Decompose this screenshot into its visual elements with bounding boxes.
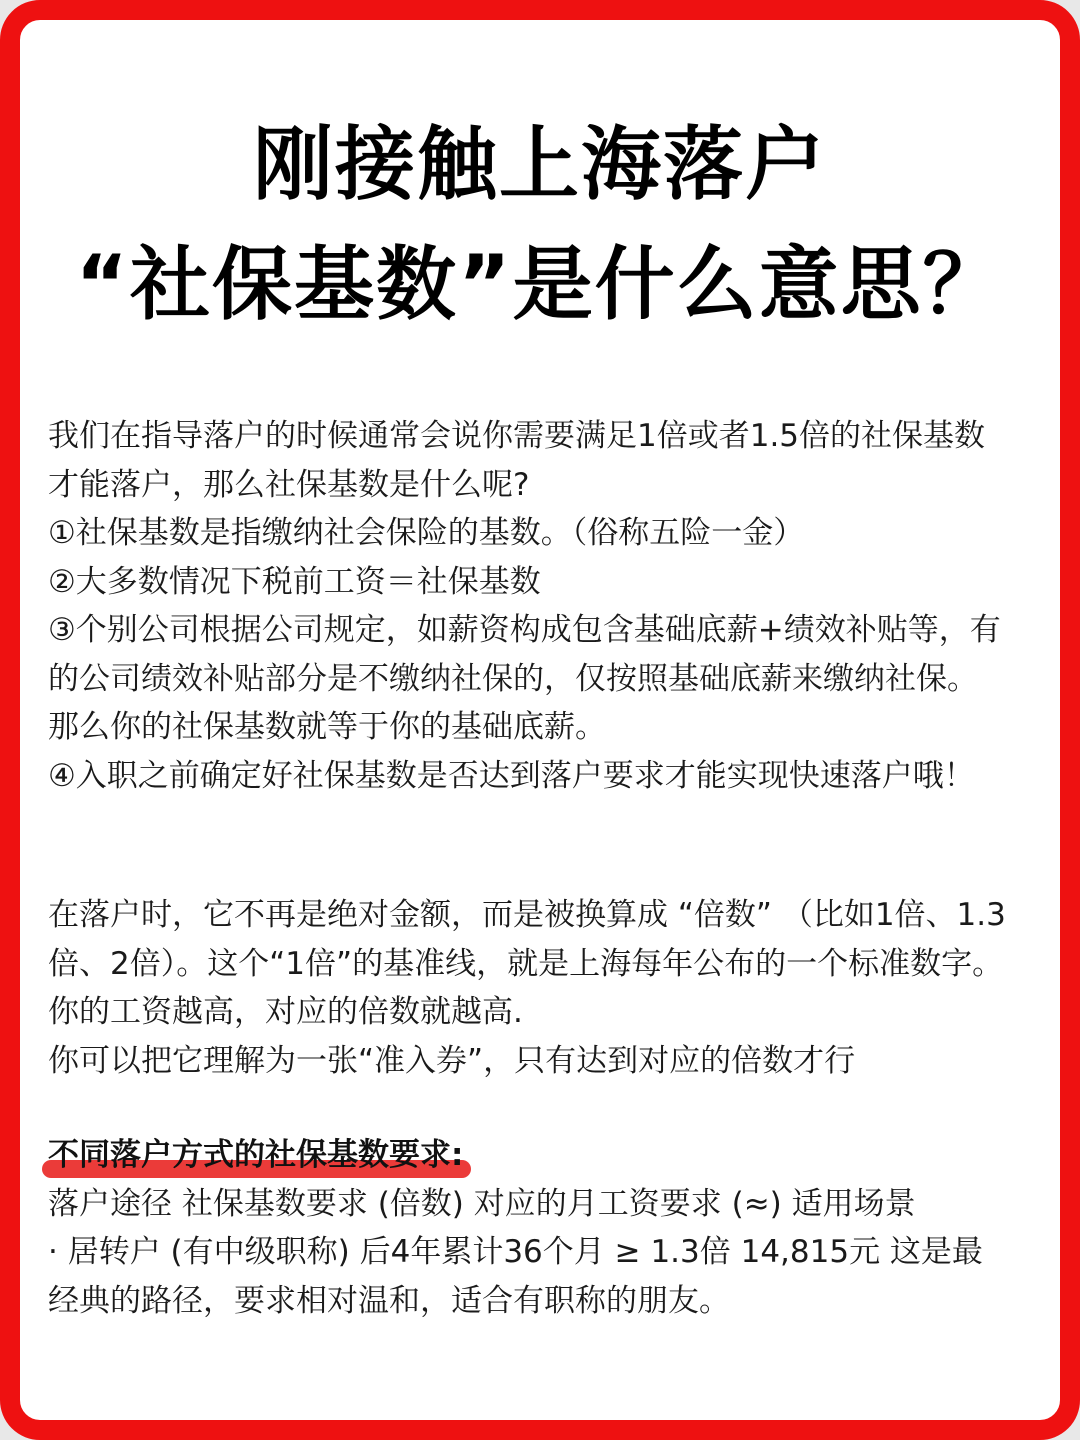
intro-section — [48, 412, 1008, 800]
point-3: ③个别公司根据公司规定，如薪资构成包含基础底薪+绩效补贴等，有的公司绩效补贴部分是不缴纳社保的，仅按照基础底薪来缴纳社保。那么你的社保基数就等于你的基础底薪。 — [48, 612, 1001, 745]
requirements-section — [48, 1131, 1008, 1325]
explanation-section — [48, 891, 1008, 1085]
intro-paragraph: 我们在指导落户的时候通常会说你需要满足1倍或者1.5倍的社保基数才能落户，那么社保基数是什么呢? — [48, 418, 986, 503]
point-2: ②大多数情况下税前工资＝社保基数 — [48, 563, 541, 600]
requirements-header-line: 落户途径 社保基数要求 (倍数) 对应的月工资要求 (≈) 适用场景 — [48, 1185, 916, 1222]
title-line-2: “社保基数”是什么意思？ — [75, 238, 1005, 331]
title-line-1: 刚接触上海落户 — [253, 118, 827, 211]
requirements-heading: 不同落户方式的社保基数要求: — [48, 1131, 463, 1180]
explanation-paragraph: 在落户时，它不再是绝对金额，而是被换算成 “倍数” （比如1倍、1.3倍、2倍）。这个“1倍”的基准线，就是上海每年公布的一个标准数字。你的工资越高，对应的倍数就越高. — [48, 897, 1006, 1030]
point-1: ①社保基数是指缴纳社会保险的基数。（俗称五险一金） — [48, 515, 805, 551]
page-title — [20, 105, 1060, 345]
explanation-analogy: 你可以把它理解为一张“准入券”，只有达到对应的倍数才行 — [48, 1042, 856, 1079]
point-4: ④入职之前确定好社保基数是否达到落户要求才能实现快速落户哦！ — [48, 757, 975, 794]
requirements-item: · 居转户 (有中级职称) 后4年累计36个月 ≥ 1.3倍 14,815元 这是最经典的路径，要求相对温和，适合有职称的朋友。 — [48, 1234, 983, 1319]
